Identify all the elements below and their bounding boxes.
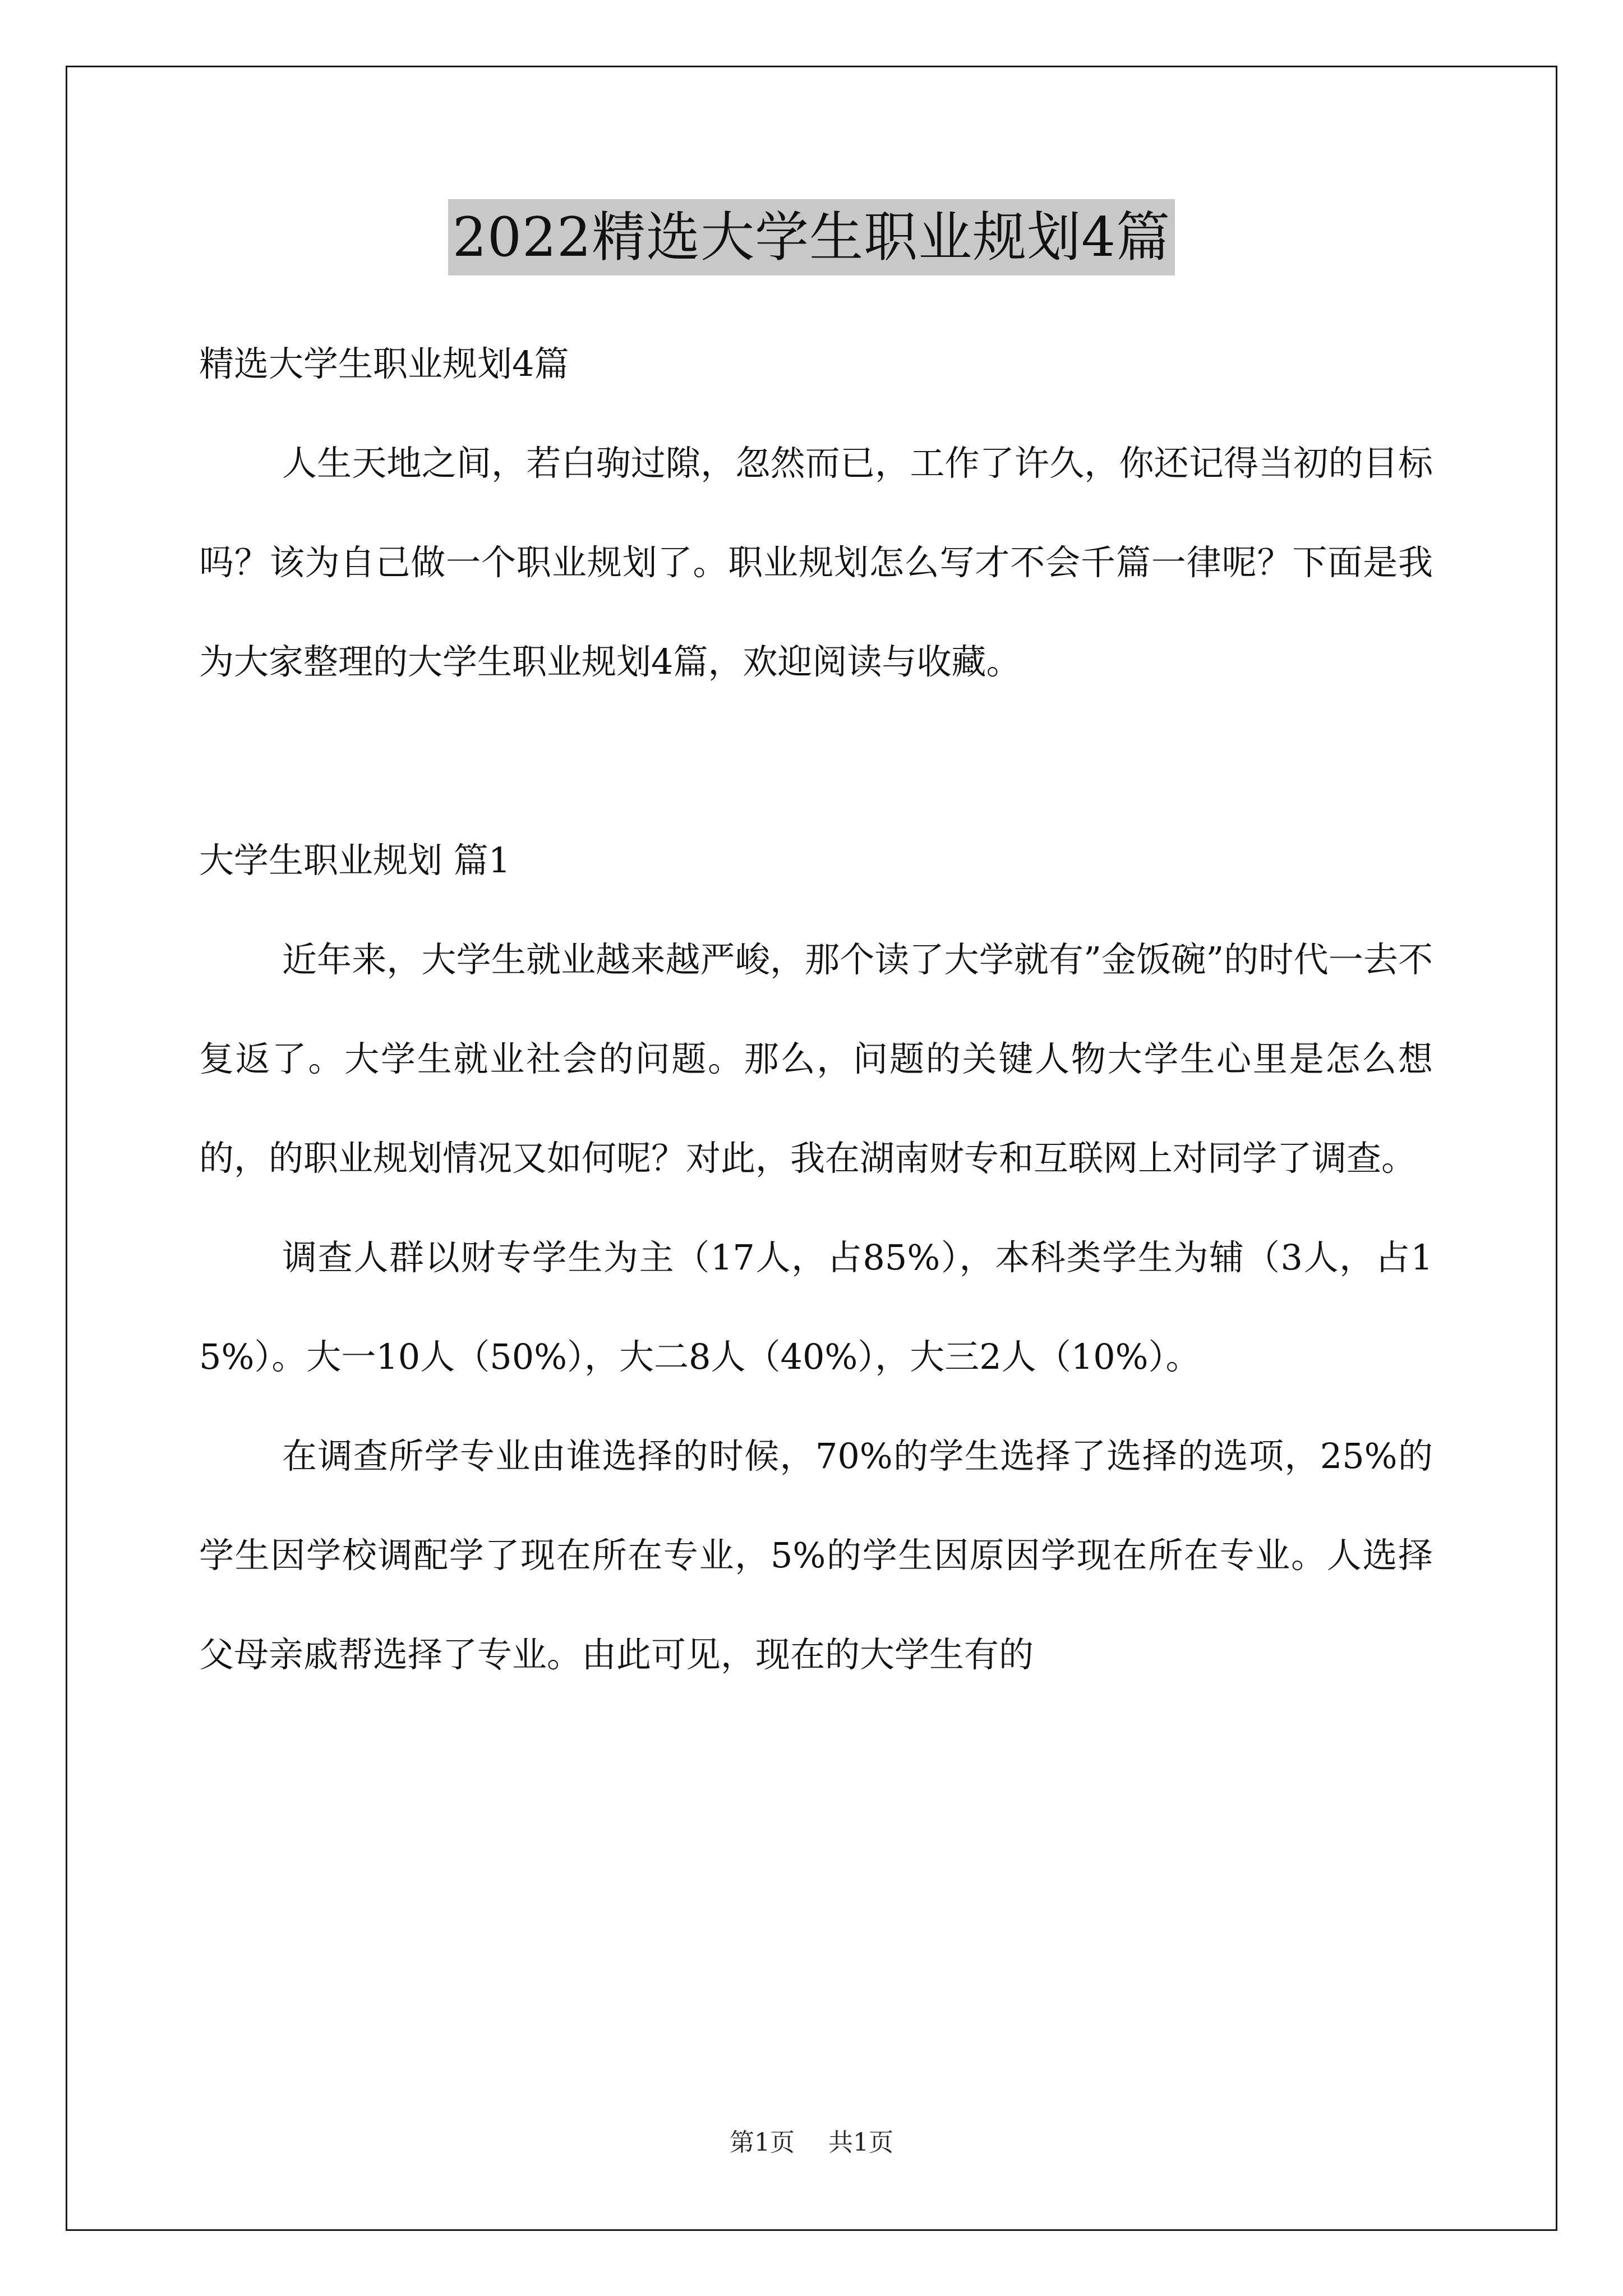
body-paragraph-2: 调查人群以财专学生为主（17人，占85%），本科类学生为辅（3人，占15%）。大一10人（50%），大二8人（40%），大三2人（10%）。 xyxy=(199,1237,1433,1377)
document-body xyxy=(199,314,1433,1704)
body-paragraph-3: 在调查所学专业由谁选择的时候，70%的学生选择了选择的选项，25%的学生因学校调配学了现在所在专业，5%的学生因原因学现在所在专业。人选择父母亲戚帮选择了专业。由此可见，现在的大学生有的 xyxy=(199,1435,1433,1675)
page-total: 共1页 xyxy=(828,2128,893,2157)
section-heading: 大学生职业规划 篇1 xyxy=(199,840,511,881)
body-paragraph-1: 近年来，大学生就业越来越严峻，那个读了大学就有”金饭碗”的时代一去不复返了。大学生就业社会的问题。那么，问题的关键人物大学生心里是怎么想的，的职业规划情况又如何呢？对此，我在湖南财专和互联网上对同学了调查。 xyxy=(199,939,1433,1179)
document-subtitle: 精选大学生职业规划4篇 xyxy=(199,343,569,384)
page-footer xyxy=(0,2126,1623,2160)
page-number: 第1页 xyxy=(730,2128,795,2157)
document-title-text: 2022精选大学生职业规划4篇 xyxy=(448,199,1175,275)
paragraph-spacer xyxy=(199,711,1433,811)
document-title xyxy=(0,199,1623,275)
intro-paragraph: 人生天地之间，若白驹过隙，忽然而已，工作了许久，你还记得当初的目标吗？该为自己做一个职业规划了。职业规划怎么写才不会千篇一律呢？下面是我为大家整理的大学生职业规划4篇，欢迎阅读与收藏。 xyxy=(199,443,1433,682)
